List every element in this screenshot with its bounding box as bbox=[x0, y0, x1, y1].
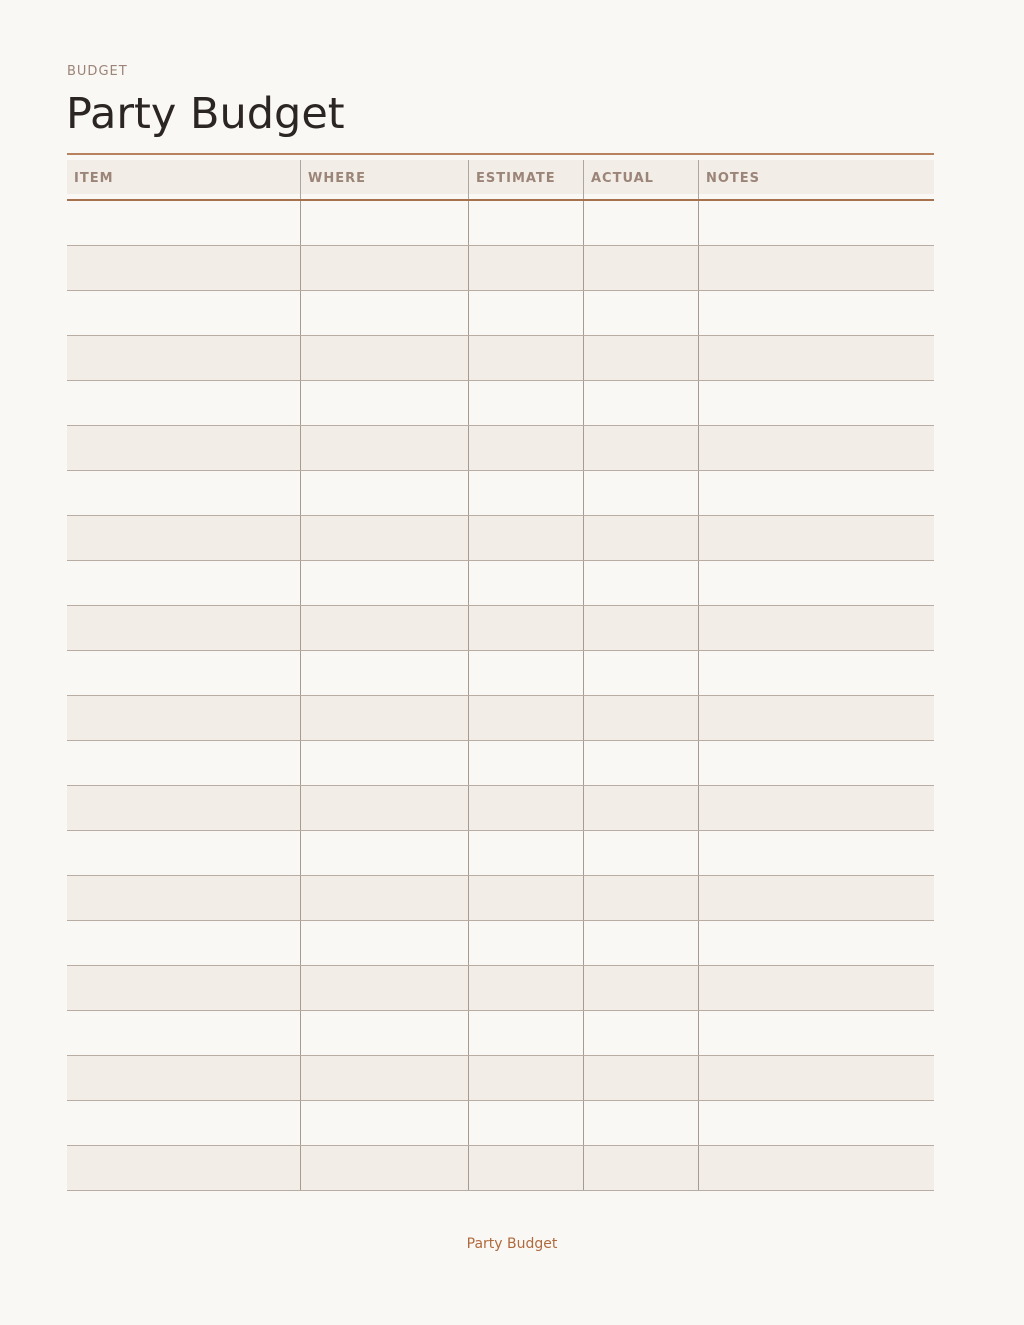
cell-notes[interactable] bbox=[698, 291, 934, 335]
cell-estimate[interactable] bbox=[468, 1056, 583, 1100]
cell-estimate[interactable] bbox=[468, 336, 583, 380]
cell-estimate[interactable] bbox=[468, 381, 583, 425]
table-row bbox=[67, 1146, 934, 1191]
cell-estimate[interactable] bbox=[468, 291, 583, 335]
cell-where[interactable] bbox=[300, 741, 468, 785]
cell-estimate[interactable] bbox=[468, 696, 583, 740]
cell-actual[interactable] bbox=[583, 1146, 698, 1190]
cell-actual[interactable] bbox=[583, 921, 698, 965]
cell-where[interactable] bbox=[300, 516, 468, 560]
cell-item[interactable] bbox=[67, 741, 300, 785]
cell-actual[interactable] bbox=[583, 561, 698, 605]
cell-where[interactable] bbox=[300, 246, 468, 290]
cell-estimate[interactable] bbox=[468, 246, 583, 290]
cell-notes[interactable] bbox=[698, 1056, 934, 1100]
cell-actual[interactable] bbox=[583, 201, 698, 245]
table-row bbox=[67, 471, 934, 516]
table-row bbox=[67, 1056, 934, 1101]
cell-item[interactable] bbox=[67, 516, 300, 560]
cell-item[interactable] bbox=[67, 426, 300, 470]
cell-notes[interactable] bbox=[698, 381, 934, 425]
cell-estimate[interactable] bbox=[468, 1146, 583, 1190]
cell-actual[interactable] bbox=[583, 651, 698, 695]
column-header-estimate: ESTIMATE bbox=[468, 160, 583, 199]
cell-where[interactable] bbox=[300, 1011, 468, 1055]
cell-estimate[interactable] bbox=[468, 201, 583, 245]
cell-notes[interactable] bbox=[698, 1101, 934, 1145]
cell-item[interactable] bbox=[67, 381, 300, 425]
cell-estimate[interactable] bbox=[468, 921, 583, 965]
cell-where[interactable] bbox=[300, 561, 468, 605]
cell-actual[interactable] bbox=[583, 966, 698, 1010]
cell-notes[interactable] bbox=[698, 471, 934, 515]
cell-notes[interactable] bbox=[698, 921, 934, 965]
cell-actual[interactable] bbox=[583, 786, 698, 830]
table-row bbox=[67, 336, 934, 381]
column-header-item: ITEM bbox=[74, 171, 114, 186]
cell-estimate[interactable] bbox=[468, 786, 583, 830]
cell-where[interactable] bbox=[300, 471, 468, 515]
cell-item[interactable] bbox=[67, 966, 300, 1010]
cell-where[interactable] bbox=[300, 381, 468, 425]
cell-estimate[interactable] bbox=[468, 876, 583, 920]
cell-estimate[interactable] bbox=[468, 516, 583, 560]
cell-notes[interactable] bbox=[698, 201, 934, 245]
cell-notes[interactable] bbox=[698, 606, 934, 650]
cell-estimate[interactable] bbox=[468, 966, 583, 1010]
cell-item[interactable] bbox=[67, 336, 300, 380]
cell-where[interactable] bbox=[300, 1146, 468, 1190]
table-row bbox=[67, 876, 934, 921]
cell-where[interactable] bbox=[300, 201, 468, 245]
table-body bbox=[67, 201, 934, 1191]
cell-notes[interactable] bbox=[698, 741, 934, 785]
table-row bbox=[67, 786, 934, 831]
cell-actual[interactable] bbox=[583, 426, 698, 470]
table-row bbox=[67, 1101, 934, 1146]
cell-item[interactable] bbox=[67, 1101, 300, 1145]
cell-notes[interactable] bbox=[698, 696, 934, 740]
page-title: Party Budget bbox=[66, 89, 345, 139]
cell-notes[interactable] bbox=[698, 561, 934, 605]
cell-estimate[interactable] bbox=[468, 606, 583, 650]
table-row bbox=[67, 201, 934, 246]
cell-where[interactable] bbox=[300, 876, 468, 920]
cell-actual[interactable] bbox=[583, 696, 698, 740]
cell-estimate[interactable] bbox=[468, 471, 583, 515]
cell-actual[interactable] bbox=[583, 831, 698, 875]
cell-actual[interactable] bbox=[583, 291, 698, 335]
cell-where[interactable] bbox=[300, 651, 468, 695]
cell-actual[interactable] bbox=[583, 516, 698, 560]
cell-estimate[interactable] bbox=[468, 831, 583, 875]
cell-item[interactable] bbox=[67, 291, 300, 335]
table-row bbox=[67, 696, 934, 741]
cell-notes[interactable] bbox=[698, 426, 934, 470]
table-row bbox=[67, 651, 934, 696]
cell-item[interactable] bbox=[67, 1056, 300, 1100]
cell-estimate[interactable] bbox=[468, 1101, 583, 1145]
cell-item[interactable] bbox=[67, 471, 300, 515]
table-header bbox=[67, 160, 934, 201]
cell-item[interactable] bbox=[67, 606, 300, 650]
table-row bbox=[67, 921, 934, 966]
cell-where[interactable] bbox=[300, 1056, 468, 1100]
cell-item[interactable] bbox=[67, 876, 300, 920]
table-row bbox=[67, 606, 934, 651]
cell-item[interactable] bbox=[67, 246, 300, 290]
page-footer: Party Budget bbox=[466, 1236, 558, 1252]
cell-item[interactable] bbox=[67, 696, 300, 740]
cell-estimate[interactable] bbox=[468, 561, 583, 605]
cell-item[interactable] bbox=[67, 1146, 300, 1190]
cell-actual[interactable] bbox=[583, 876, 698, 920]
cell-item[interactable] bbox=[67, 1011, 300, 1055]
cell-notes[interactable] bbox=[698, 336, 934, 380]
table-row bbox=[67, 381, 934, 426]
cell-where[interactable] bbox=[300, 966, 468, 1010]
cell-estimate[interactable] bbox=[468, 426, 583, 470]
cell-where[interactable] bbox=[300, 696, 468, 740]
cell-where[interactable] bbox=[300, 426, 468, 470]
cell-where[interactable] bbox=[300, 921, 468, 965]
table-row bbox=[67, 1011, 934, 1056]
cell-where[interactable] bbox=[300, 291, 468, 335]
table-row bbox=[67, 966, 934, 1011]
cell-item[interactable] bbox=[67, 651, 300, 695]
cell-estimate[interactable] bbox=[468, 1011, 583, 1055]
cell-where[interactable] bbox=[300, 831, 468, 875]
cell-notes[interactable] bbox=[698, 966, 934, 1010]
cell-notes[interactable] bbox=[698, 1011, 934, 1055]
section-eyebrow: BUDGET bbox=[67, 64, 128, 79]
cell-where[interactable] bbox=[300, 336, 468, 380]
table-row bbox=[67, 426, 934, 471]
table-row bbox=[67, 516, 934, 561]
cell-notes[interactable] bbox=[698, 876, 934, 920]
table-row bbox=[67, 561, 934, 606]
cell-item[interactable] bbox=[67, 831, 300, 875]
cell-actual[interactable] bbox=[583, 1101, 698, 1145]
cell-notes[interactable] bbox=[698, 786, 934, 830]
column-header-actual: ACTUAL bbox=[583, 160, 698, 199]
cell-where[interactable] bbox=[300, 606, 468, 650]
cell-actual[interactable] bbox=[583, 246, 698, 290]
budget-table bbox=[67, 160, 934, 1191]
cell-item[interactable] bbox=[67, 921, 300, 965]
cell-actual[interactable] bbox=[583, 336, 698, 380]
cell-estimate[interactable] bbox=[468, 651, 583, 695]
cell-actual[interactable] bbox=[583, 741, 698, 785]
cell-notes[interactable] bbox=[698, 246, 934, 290]
cell-actual[interactable] bbox=[583, 606, 698, 650]
column-header-notes: NOTES bbox=[698, 160, 934, 199]
cell-item[interactable] bbox=[67, 201, 300, 245]
cell-actual[interactable] bbox=[583, 1056, 698, 1100]
table-row bbox=[67, 831, 934, 876]
cell-notes[interactable] bbox=[698, 831, 934, 875]
column-header-where: WHERE bbox=[300, 160, 468, 199]
cell-actual[interactable] bbox=[583, 471, 698, 515]
cell-estimate[interactable] bbox=[468, 741, 583, 785]
title-divider bbox=[67, 153, 934, 155]
cell-item[interactable] bbox=[67, 561, 300, 605]
cell-item[interactable] bbox=[67, 786, 300, 830]
cell-actual[interactable] bbox=[583, 381, 698, 425]
cell-where[interactable] bbox=[300, 1101, 468, 1145]
table-row bbox=[67, 246, 934, 291]
table-row bbox=[67, 741, 934, 786]
cell-notes[interactable] bbox=[698, 651, 934, 695]
cell-actual[interactable] bbox=[583, 1011, 698, 1055]
cell-notes[interactable] bbox=[698, 1146, 934, 1190]
table-row bbox=[67, 291, 934, 336]
cell-notes[interactable] bbox=[698, 516, 934, 560]
cell-where[interactable] bbox=[300, 786, 468, 830]
